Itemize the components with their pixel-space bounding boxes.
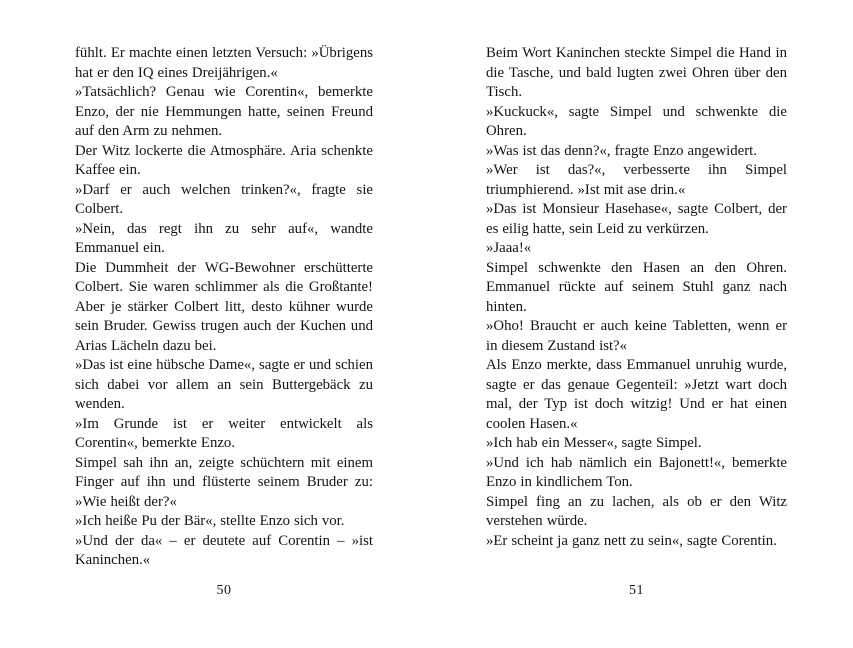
paragraph: »Ich hab ein Messer«, sagte Simpel. — [486, 435, 702, 451]
paragraph: »Was ist das denn?«, fragte Enzo angewidert. — [486, 142, 757, 159]
paragraph: »Wer ist das?«, verbesserte ihn Simpel triumphierend. »Ist mit ase drin.« — [486, 162, 787, 198]
paragraph: »Jaaa!« — [486, 240, 532, 256]
paragraph: »Kuckuck«, sagte Simpel und schwenkte die Ohren. — [486, 103, 787, 139]
paragraph: »Er scheint ja ganz nett zu sein«, sagte Corentin. — [486, 532, 777, 549]
paragraph: »Im Grunde ist er weiter entwickelt als Corentin«, bemerkte Enzo. — [75, 415, 373, 451]
paragraph: »Darf er auch welchen trinken?«, fragte sie Colbert. — [75, 181, 373, 217]
paragraph: Beim Wort Kaninchen steckte Simpel die Hand in die Tasche, und bald lugten zwei Ohren über den Tisch. — [486, 45, 787, 100]
left-page-number: 50 — [216, 583, 232, 598]
paragraph: »Und ich hab nämlich ein Bajonett!«, bemerkte Enzo in kindlichem Ton. — [486, 454, 787, 490]
paragraph: Als Enzo merkte, dass Emmanuel unruhig wurde, sagte er das genaue Gegenteil: »Jetzt wart doch mal, der Typ ist doch witzig! Und er hat einen coolen Hasen.« — [486, 357, 787, 432]
paragraph: »Das ist Monsieur Hasehase«, sagte Colbert, der es eilig hatte, sein Leid zu verkürzen. — [486, 201, 787, 237]
paragraph: Simpel sah ihn an, zeigte schüchtern mit einem Finger auf ihn und flüsterte seinem Bruder zu: »Wie heißt der?« — [75, 454, 373, 510]
right-page-number: 51 — [629, 583, 644, 598]
left-page-text — [75, 44, 373, 571]
paragraph: Simpel fing an zu lachen, als ob er den Witz verstehen würde. — [486, 493, 787, 529]
paragraph: »Tatsächlich? Genau wie Corentin«, bemerkte Enzo, der nie Hemmungen hatte, seinen Freund auf den Arm zu nehmen. — [75, 84, 373, 139]
paragraph: Der Witz lockerte die Atmosphäre. Aria schenkte Kaffee ein. — [75, 142, 373, 178]
paragraph: »Und der da« – er deutete auf Corentin – »ist Kaninchen.« — [75, 532, 373, 568]
paragraph: fühlt. Er machte einen letzten Versuch: »Übrigens hat er den IQ eines Dreijährigen.« — [75, 45, 373, 81]
paragraph: Die Dummheit der WG-Bewohner erschütterte Colbert. Sie waren schlimmer als die Großtante! Aber je stärker Colbert litt, desto kühner wurde sein Bruder. Gewiss trugen auch der Kuchen und Arias Lächeln dazu bei. — [75, 259, 373, 354]
paragraph: »Ich heiße Pu der Bär«, stellte Enzo sich vor. — [75, 513, 345, 529]
paragraph: »Nein, das regt ihn zu sehr auf«, wandte Emmanuel ein. — [75, 220, 373, 256]
paragraph: »Oho! Braucht er auch keine Tabletten, wenn er in diesem Zustand ist?« — [486, 318, 787, 354]
paragraph: Simpel schwenkte den Hasen an den Ohren. Emmanuel rückte auf seinem Stuhl ganz nach hinten. — [486, 259, 787, 315]
right-page-text — [486, 44, 787, 551]
paragraph: »Das ist eine hübsche Dame«, sagte er und schien sich dabei vor allem an sein Buttergebäck zu wenden. — [75, 357, 373, 412]
